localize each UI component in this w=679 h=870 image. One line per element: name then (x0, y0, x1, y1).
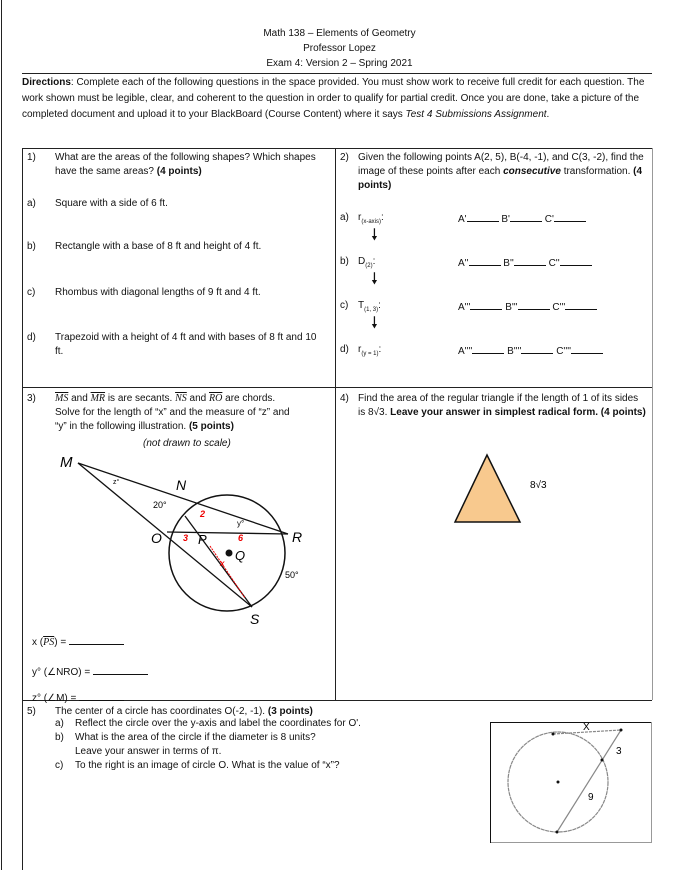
q5b-label: b) (55, 732, 64, 743)
center-point (226, 550, 233, 557)
q1-prompt (55, 151, 325, 179)
secant-diagram (55, 450, 335, 625)
transformation: $D_{(2)}$: (358, 256, 376, 269)
secant-ms: $\overline{MS}$ (55, 393, 69, 404)
answer-z[interactable]: z° (∠M) = (32, 690, 124, 706)
directions-text: : Complete each of the following questions in the space provided. You must show work to receive full credit for each question. The work shown must be legible, clear, and coherent to the question in order to qualify for partial credit. Once you are done, take a picture of the completed document and upload it to your BlackBoard (Course Content) where it says (22, 77, 645, 120)
q2-prompt (358, 151, 648, 193)
q1a-text: Square with a side of 6 ft. (55, 198, 168, 209)
q4-prompt (358, 392, 648, 420)
table-border (22, 387, 652, 388)
center-o (557, 781, 560, 784)
q4-bold: Leave your answer in simplest radical form. (4 points) (390, 407, 646, 418)
page-edge (1, 0, 2, 870)
directions-italic: Test 4 Submissions Assignment (405, 109, 547, 120)
table-border (22, 148, 23, 870)
secant-mr: $\overline{MR}$ (90, 393, 106, 404)
q5-number: 5) (27, 706, 36, 717)
tangent-secant-figure (490, 722, 653, 845)
q5-text: The center of a circle has coordinates O(-2, -1). (55, 706, 266, 717)
label-3: 3 (616, 746, 622, 757)
q2-step-b (340, 255, 650, 269)
table-border (652, 148, 653, 700)
q4-number: 4) (340, 393, 349, 404)
q2-text2: transformation. (563, 166, 631, 177)
q5-points: (3 points) (267, 706, 313, 717)
course-title: Math 138 – Elements of Geometry (263, 28, 416, 39)
q2-step-a (340, 211, 650, 225)
secant-mr-line (78, 463, 288, 534)
q1c-label: c) (27, 287, 36, 298)
down-arrow-icon: 🠗 (371, 271, 378, 288)
q3-points: (5 points) (188, 421, 234, 432)
q1d-label: d) (27, 332, 36, 343)
chord-ns: $\overline{NS}$ (175, 393, 187, 404)
label-n: N (176, 477, 187, 493)
q2-step-c (340, 299, 650, 313)
triangle-figure (450, 450, 570, 530)
q2-emphasis: consecutive (503, 166, 561, 177)
length-x: x (220, 559, 225, 568)
q5a-label: a) (55, 718, 64, 729)
arc-50: 50° (285, 570, 299, 580)
directions-label: Directions (22, 77, 71, 88)
label-9: 9 (588, 792, 594, 803)
label-p: P (198, 532, 207, 547)
transformation: $T_{(1, 3)}$: (358, 300, 381, 313)
answer-y[interactable]: y° (∠NRO) = (32, 664, 148, 680)
side-label: 8√3 (530, 480, 547, 491)
step-label: c) (340, 300, 349, 311)
transformation: $r_{(y = 1)}$: (358, 344, 382, 357)
q2-number: 2) (340, 152, 349, 163)
length-2: 2 (200, 509, 206, 519)
angle-z: z° (113, 479, 120, 486)
answer-x[interactable]: x $(\overline{PS})$ = (32, 634, 124, 650)
secant-ms-line (78, 463, 252, 607)
q1-text: What are the areas of the following shapes? Which shapes have the same areas? (55, 152, 316, 177)
q1-number: 1) (27, 152, 36, 163)
table-border (22, 148, 652, 149)
label-m: M (60, 454, 73, 471)
label-x: X (583, 722, 590, 733)
q3-t1: is are secants. (107, 393, 173, 404)
label-o: O (151, 530, 162, 546)
length-6: 6 (238, 533, 244, 543)
down-arrow-icon: 🠗 (371, 227, 378, 244)
regular-triangle (455, 455, 520, 522)
q3-t2: are chords. (225, 393, 276, 404)
q2-points: (4 points) (358, 166, 643, 191)
q3-prompt (55, 392, 335, 434)
q1d-text: Trapezoid with a height of 4 ft and with bases of 8 ft and 10 ft. (55, 332, 317, 357)
image-answers[interactable]: A'' B'' C'' (458, 255, 592, 271)
q1b-label: b) (27, 241, 36, 252)
q5a-text: Reflect the circle over the y-axis and label the coordinates for O'. (75, 718, 361, 729)
table-border (335, 148, 336, 700)
q3-line2: Solve for the length of “x” and the measure of “z” and (55, 407, 290, 418)
image-answers[interactable]: A''' B''' C''' (458, 299, 597, 315)
figure-border (491, 723, 652, 843)
image-answers[interactable]: A' B' C' (458, 211, 586, 227)
q2-text: Given the following points A(2, 5), B(-4, -1), and C(3, -2), find the image of these points after each (358, 152, 644, 177)
q3-and2: and (189, 393, 207, 404)
q1c-text: Rhombus with diagonal lengths of 9 ft and 4 ft. (55, 287, 261, 298)
directions-end: . (546, 109, 550, 120)
directions (22, 75, 652, 123)
q3-line3: “y” in the following illustration. (55, 421, 187, 432)
transformation: $r_{(x-axis)}$: (358, 212, 384, 225)
q5c-label: c) (55, 760, 64, 771)
label-r: R (292, 529, 303, 545)
q3-note: (not drawn to scale) (143, 438, 231, 449)
down-arrow-icon: 🠗 (371, 315, 378, 332)
professor: Professor Lopez (303, 43, 376, 54)
q2-step-d (340, 343, 650, 357)
step-label: b) (340, 256, 349, 267)
q3-number: 3) (27, 393, 36, 404)
image-answers[interactable]: A'''' B'''' C'''' (458, 343, 603, 359)
exam-title: Exam 4: Version 2 – Spring 2021 (266, 58, 413, 69)
angle-y: y° (237, 519, 245, 528)
q4-text: Find the area of the regular triangle if the length of 1 of its sides is 8√3. (358, 393, 639, 418)
q1-points: (4 points) (156, 166, 202, 177)
step-label: a) (340, 212, 349, 223)
q1a-label: a) (27, 198, 36, 209)
q5c-text: To the right is an image of circle O. What is the value of “x”? (75, 760, 340, 771)
arc-20: 20° (153, 500, 167, 510)
q3-and: and (71, 393, 88, 404)
chord-ro: $\overline{RO}$ (209, 393, 223, 404)
label-s: S (250, 611, 260, 625)
label-q: Q (235, 548, 246, 563)
length-3: 3 (183, 533, 189, 543)
q1b-text: Rectangle with a base of 8 ft and height of 4 ft. (55, 241, 262, 252)
step-label: d) (340, 344, 349, 355)
divider (22, 73, 652, 74)
q5b-text: What is the area of the circle if the diameter is 8 units? Leave your answer in terms of π. (75, 732, 316, 757)
